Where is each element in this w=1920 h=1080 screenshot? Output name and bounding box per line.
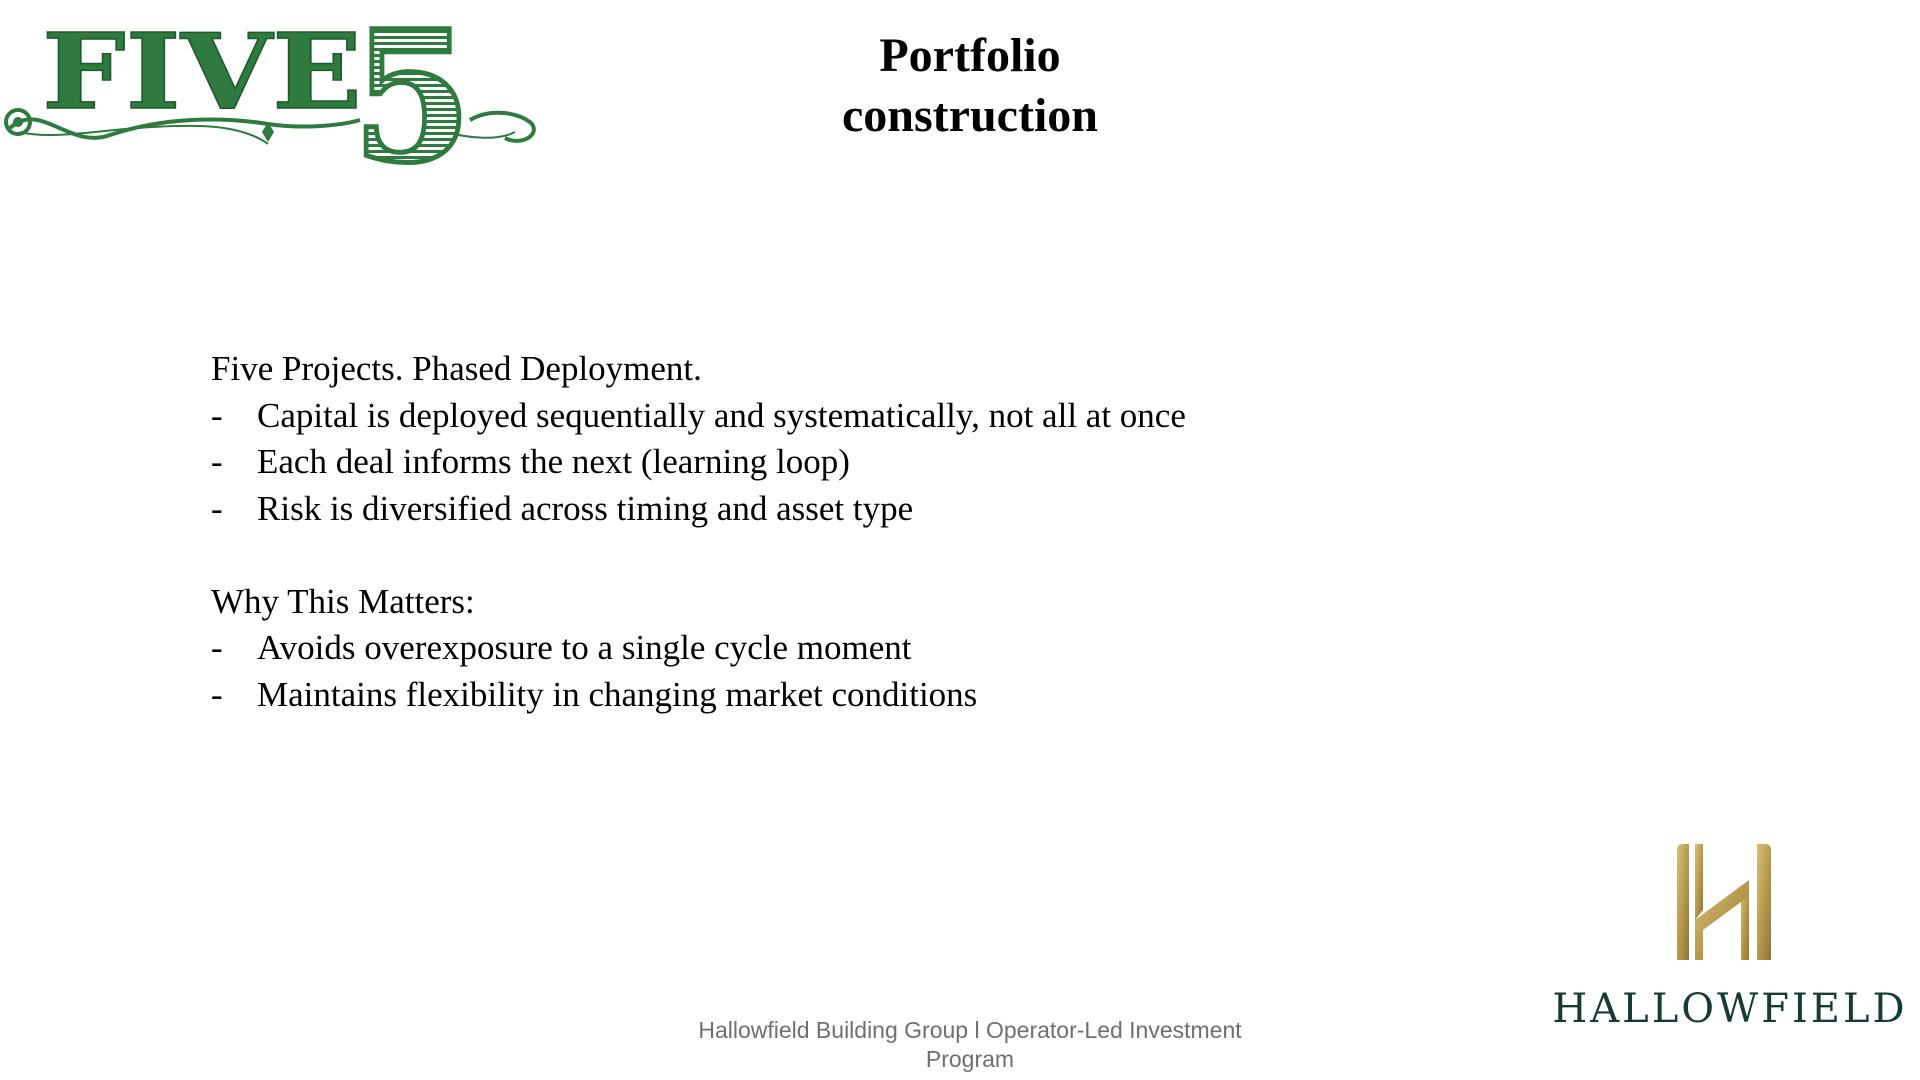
bullet-list-why xyxy=(211,625,1511,718)
svg-text:5: 5 xyxy=(352,0,472,170)
bullet-marker: - xyxy=(211,674,223,714)
bullet-text: Maintains flexibility in changing market conditions xyxy=(257,674,978,714)
spacer xyxy=(211,532,1511,579)
list-item xyxy=(211,393,1511,440)
section-heading-why-this-matters: Why This Matters: xyxy=(211,581,475,621)
list-item xyxy=(211,672,1511,719)
section-heading-phased-deployment: Five Projects. Phased Deployment. xyxy=(211,349,702,388)
slide-footer xyxy=(660,1016,1280,1074)
slide-title xyxy=(760,26,1180,146)
bullet-marker: - xyxy=(211,628,223,667)
bullet-marker: - xyxy=(211,395,223,435)
list-item xyxy=(211,625,1511,672)
bullet-text: Risk is diversified across timing and asset type xyxy=(257,488,914,528)
bullet-list-deployment xyxy=(211,393,1511,533)
hallowfield-wordmark: HALLOWFIELD xyxy=(1552,986,1908,1032)
hallowfield-monogram-icon xyxy=(1545,830,1915,980)
bullet-marker: - xyxy=(211,488,223,528)
bullet-text: Capital is deployed sequentially and systematically, not all at once xyxy=(257,395,1186,435)
slide-title-line1: Portfolio xyxy=(879,29,1061,82)
footer-line1: Hallowfield Building Group l Operator-Led Investment xyxy=(698,1017,1242,1043)
bullet-text: Each deal informs the next (learning loop) xyxy=(257,442,850,481)
slide-title-line2: construction xyxy=(842,89,1098,142)
hallowfield-logo xyxy=(1545,830,1915,1040)
list-item xyxy=(211,439,1511,486)
list-item xyxy=(211,486,1511,533)
bullet-marker: - xyxy=(211,442,223,481)
five5-logo-graphic xyxy=(0,0,545,170)
footer-line2: Program xyxy=(925,1046,1015,1072)
slide-body xyxy=(211,346,1511,718)
svg-text:FIVE: FIVE xyxy=(42,10,362,133)
five5-logo xyxy=(0,0,545,170)
bullet-text: Avoids overexposure to a single cycle moment xyxy=(257,628,912,667)
